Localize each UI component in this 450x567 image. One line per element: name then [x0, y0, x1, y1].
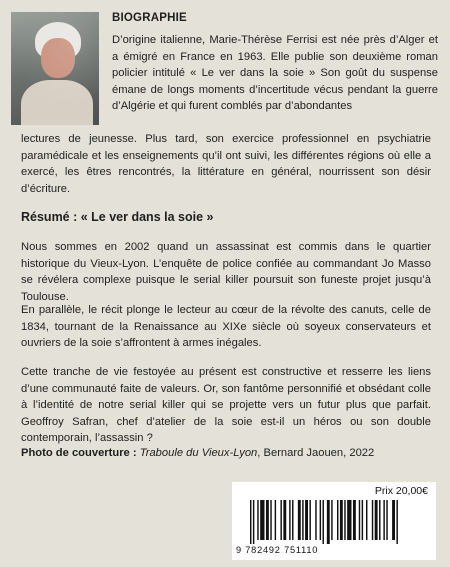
barcode-bar	[253, 500, 254, 544]
barcode-bar	[292, 500, 293, 540]
barcode-bar	[383, 500, 384, 540]
barcode-bar	[359, 500, 360, 540]
biography-text-top: D’origine italienne, Marie-Thérèse Ferrisi est née près d’Alger et a émigré en France en 1963. Elle publie son deuxième roman policier intitulé « Le ver dans la soie » Son goût du suspense émane de longs moments d’incertitude vécus pendant la guerre d’Algérie et qui furent comblés par d’abondantes	[112, 34, 438, 113]
barcode-bar	[283, 500, 286, 540]
biography-text-rest: lectures de jeunesse. Plus tard, son exercice professionnel en psychiatrie paramédicale et les enseignements qu’il ont suivi, les différentes régions où elle a exercé, les êtres rencontrés, la littérature en général, nourrissent son désir d’écriture.	[21, 133, 431, 195]
barcode-bar	[362, 500, 363, 540]
barcode-bar	[323, 500, 324, 544]
barcode-bar	[344, 500, 345, 540]
barcode-graphic	[250, 500, 422, 544]
barcode-bar	[337, 500, 338, 540]
barcode-panel	[232, 482, 436, 560]
barcode-bar	[396, 500, 397, 544]
cover-photo-credit	[21, 445, 374, 461]
barcode-bar	[309, 500, 310, 540]
biography-title: BIOGRAPHIE	[112, 12, 187, 24]
barcode-bar	[386, 500, 387, 540]
summary-paragraph-2: En parallèle, le récit plonge le lecteur au cœur de la révolte des canuts, celle de 1834, tournant de la Renaissance au XIXe siècle où soyeux conservateurs et ouvriers de la soie s’affrontent à armes inégales.	[21, 304, 431, 350]
barcode-bar	[270, 500, 271, 540]
barcode-bar	[366, 500, 367, 540]
barcode-bar	[347, 500, 351, 540]
credit-rest: , Bernard Jaouen, 2022	[257, 447, 375, 459]
summary-paragraph-1: Nous sommes en 2002 quand un assassinat est commis dans le quartier historique du Vieux-Lyon. L’enquête de police confiée au commandant Jo Masso se révélera complexe puisque le serial killer poursuit son funeste projet jusqu’à Toulouse.	[21, 241, 431, 303]
barcode-bar	[320, 500, 321, 540]
barcode-bar	[372, 500, 373, 540]
summary-paragraph-3: Cette tranche de vie festoyée au présent est constructive et resserre les liens d’une communauté faite de valeurs. Or, son fantôme personnifié et obsédant colle à l’identité de notre serial killer qui se projette vers un futur plus que parfait. Geoffroy Safran, chef d’atelier de la soie est-il un héros ou son double contemporain, l’assassin ?	[21, 366, 431, 445]
barcode-bar	[257, 500, 258, 540]
barcode-bar	[260, 500, 264, 540]
barcode-bar	[266, 500, 269, 540]
barcode-bar	[340, 500, 343, 540]
barcode-bar	[375, 500, 378, 540]
barcode-bar	[280, 500, 281, 540]
barcode-bar	[392, 500, 395, 540]
barcode-bar	[302, 500, 303, 540]
barcode-bar	[289, 500, 290, 540]
price-label: Prix 20,00€	[374, 485, 428, 497]
barcode-bar	[353, 500, 356, 540]
barcode-bars	[250, 500, 422, 544]
credit-work: Traboule du Vieux-Lyon	[139, 447, 258, 459]
credit-label: Photo de couverture :	[21, 447, 137, 459]
barcode-digits: 9 782492 751110	[236, 545, 319, 555]
barcode-bar	[315, 500, 316, 540]
barcode-bar	[250, 500, 251, 544]
author-photo	[11, 12, 99, 125]
barcode-bar	[298, 500, 301, 540]
summary-title: Résumé : « Le ver dans la soie »	[21, 210, 214, 224]
barcode-bar	[331, 500, 332, 540]
barcode-bar	[275, 500, 276, 540]
barcode-bar	[305, 500, 308, 540]
barcode-bar	[327, 500, 330, 544]
barcode-bar	[379, 500, 380, 540]
